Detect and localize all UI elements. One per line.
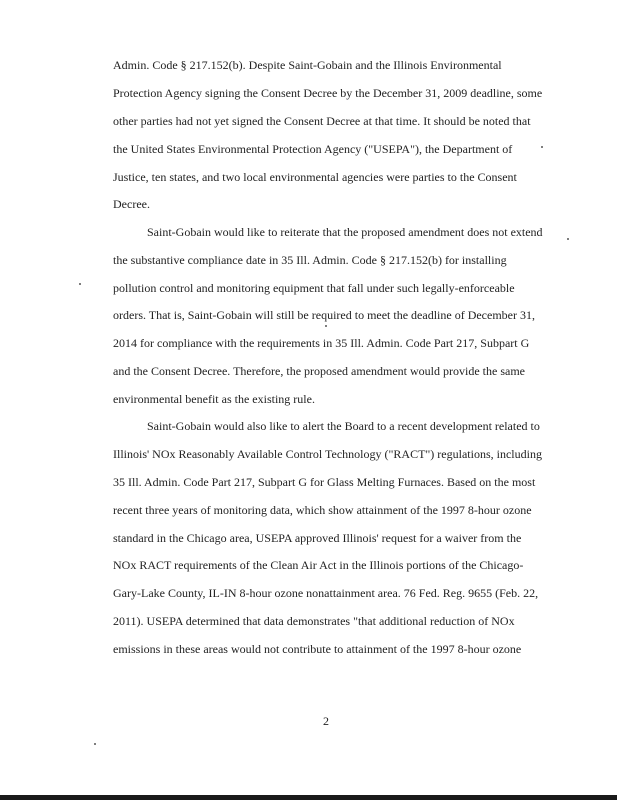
scan-speck [325,325,327,327]
scan-speck [79,283,81,285]
scan-speck [567,238,569,240]
text-line: 35 Ill. Admin. Code Part 217, Subpart G for Glass Melting Furnaces. Based on the most [113,475,536,489]
text-line: Protection Agency signing the Consent Decree by the December 31, 2009 deadline, some [113,86,543,100]
text-line: emissions in these areas would not contribute to attainment of the 1997 8-hour ozone [113,642,522,656]
text-line: Decree. [113,197,150,211]
text-line: environmental benefit as the existing rule. [113,392,315,406]
scan-edge-bar [0,795,617,800]
text-line: NOx RACT requirements of the Clean Air Act in the Illinois portions of the Chicago- [113,558,524,572]
text-line: Gary-Lake County, IL-IN 8-hour ozone nonattainment area. 76 Fed. Reg. 9655 (Feb. 22, [113,586,539,600]
text-line: Admin. Code § 217.152(b). Despite Saint-Gobain and the Illinois Environmental [113,58,502,72]
text-line: orders. That is, Saint-Gobain will still be required to meet the deadline of December 31, [113,308,535,322]
text-line: 2011). USEPA determined that data demonstrates "that additional reduction of NOx [113,614,515,628]
text-line: recent three years of monitoring data, which show attainment of the 1997 8-hour ozone [113,503,532,517]
paragraph-first-line: Saint-Gobain would like to reiterate that the proposed amendment does not extend [147,225,543,239]
text-line: Justice, ten states, and two local environmental agencies were parties to the Consent [113,170,517,184]
text-line: standard in the Chicago area, USEPA approved Illinois' request for a waiver from the [113,531,522,545]
scan-speck [94,743,96,745]
page-number: 2 [323,714,329,728]
text-line: the substantive compliance date in 35 Ill. Admin. Code § 217.152(b) for installing [113,253,507,267]
text-line: 2014 for compliance with the requirements in 35 Ill. Admin. Code Part 217, Subpart G [113,336,530,350]
text-line: pollution control and monitoring equipment that fall under such legally-enforceable [113,281,515,295]
scan-speck [541,146,543,148]
text-line: and the Consent Decree. Therefore, the proposed amendment would provide the same [113,364,525,378]
paragraph-first-line: Saint-Gobain would also like to alert the Board to a recent development related to [147,419,540,433]
text-line: other parties had not yet signed the Consent Decree at that time. It should be noted that [113,114,531,128]
text-line: the United States Environmental Protection Agency ("USEPA"), the Department of [113,142,513,156]
text-line: Illinois' NOx Reasonably Available Control Technology ("RACT") regulations, including [113,447,542,461]
